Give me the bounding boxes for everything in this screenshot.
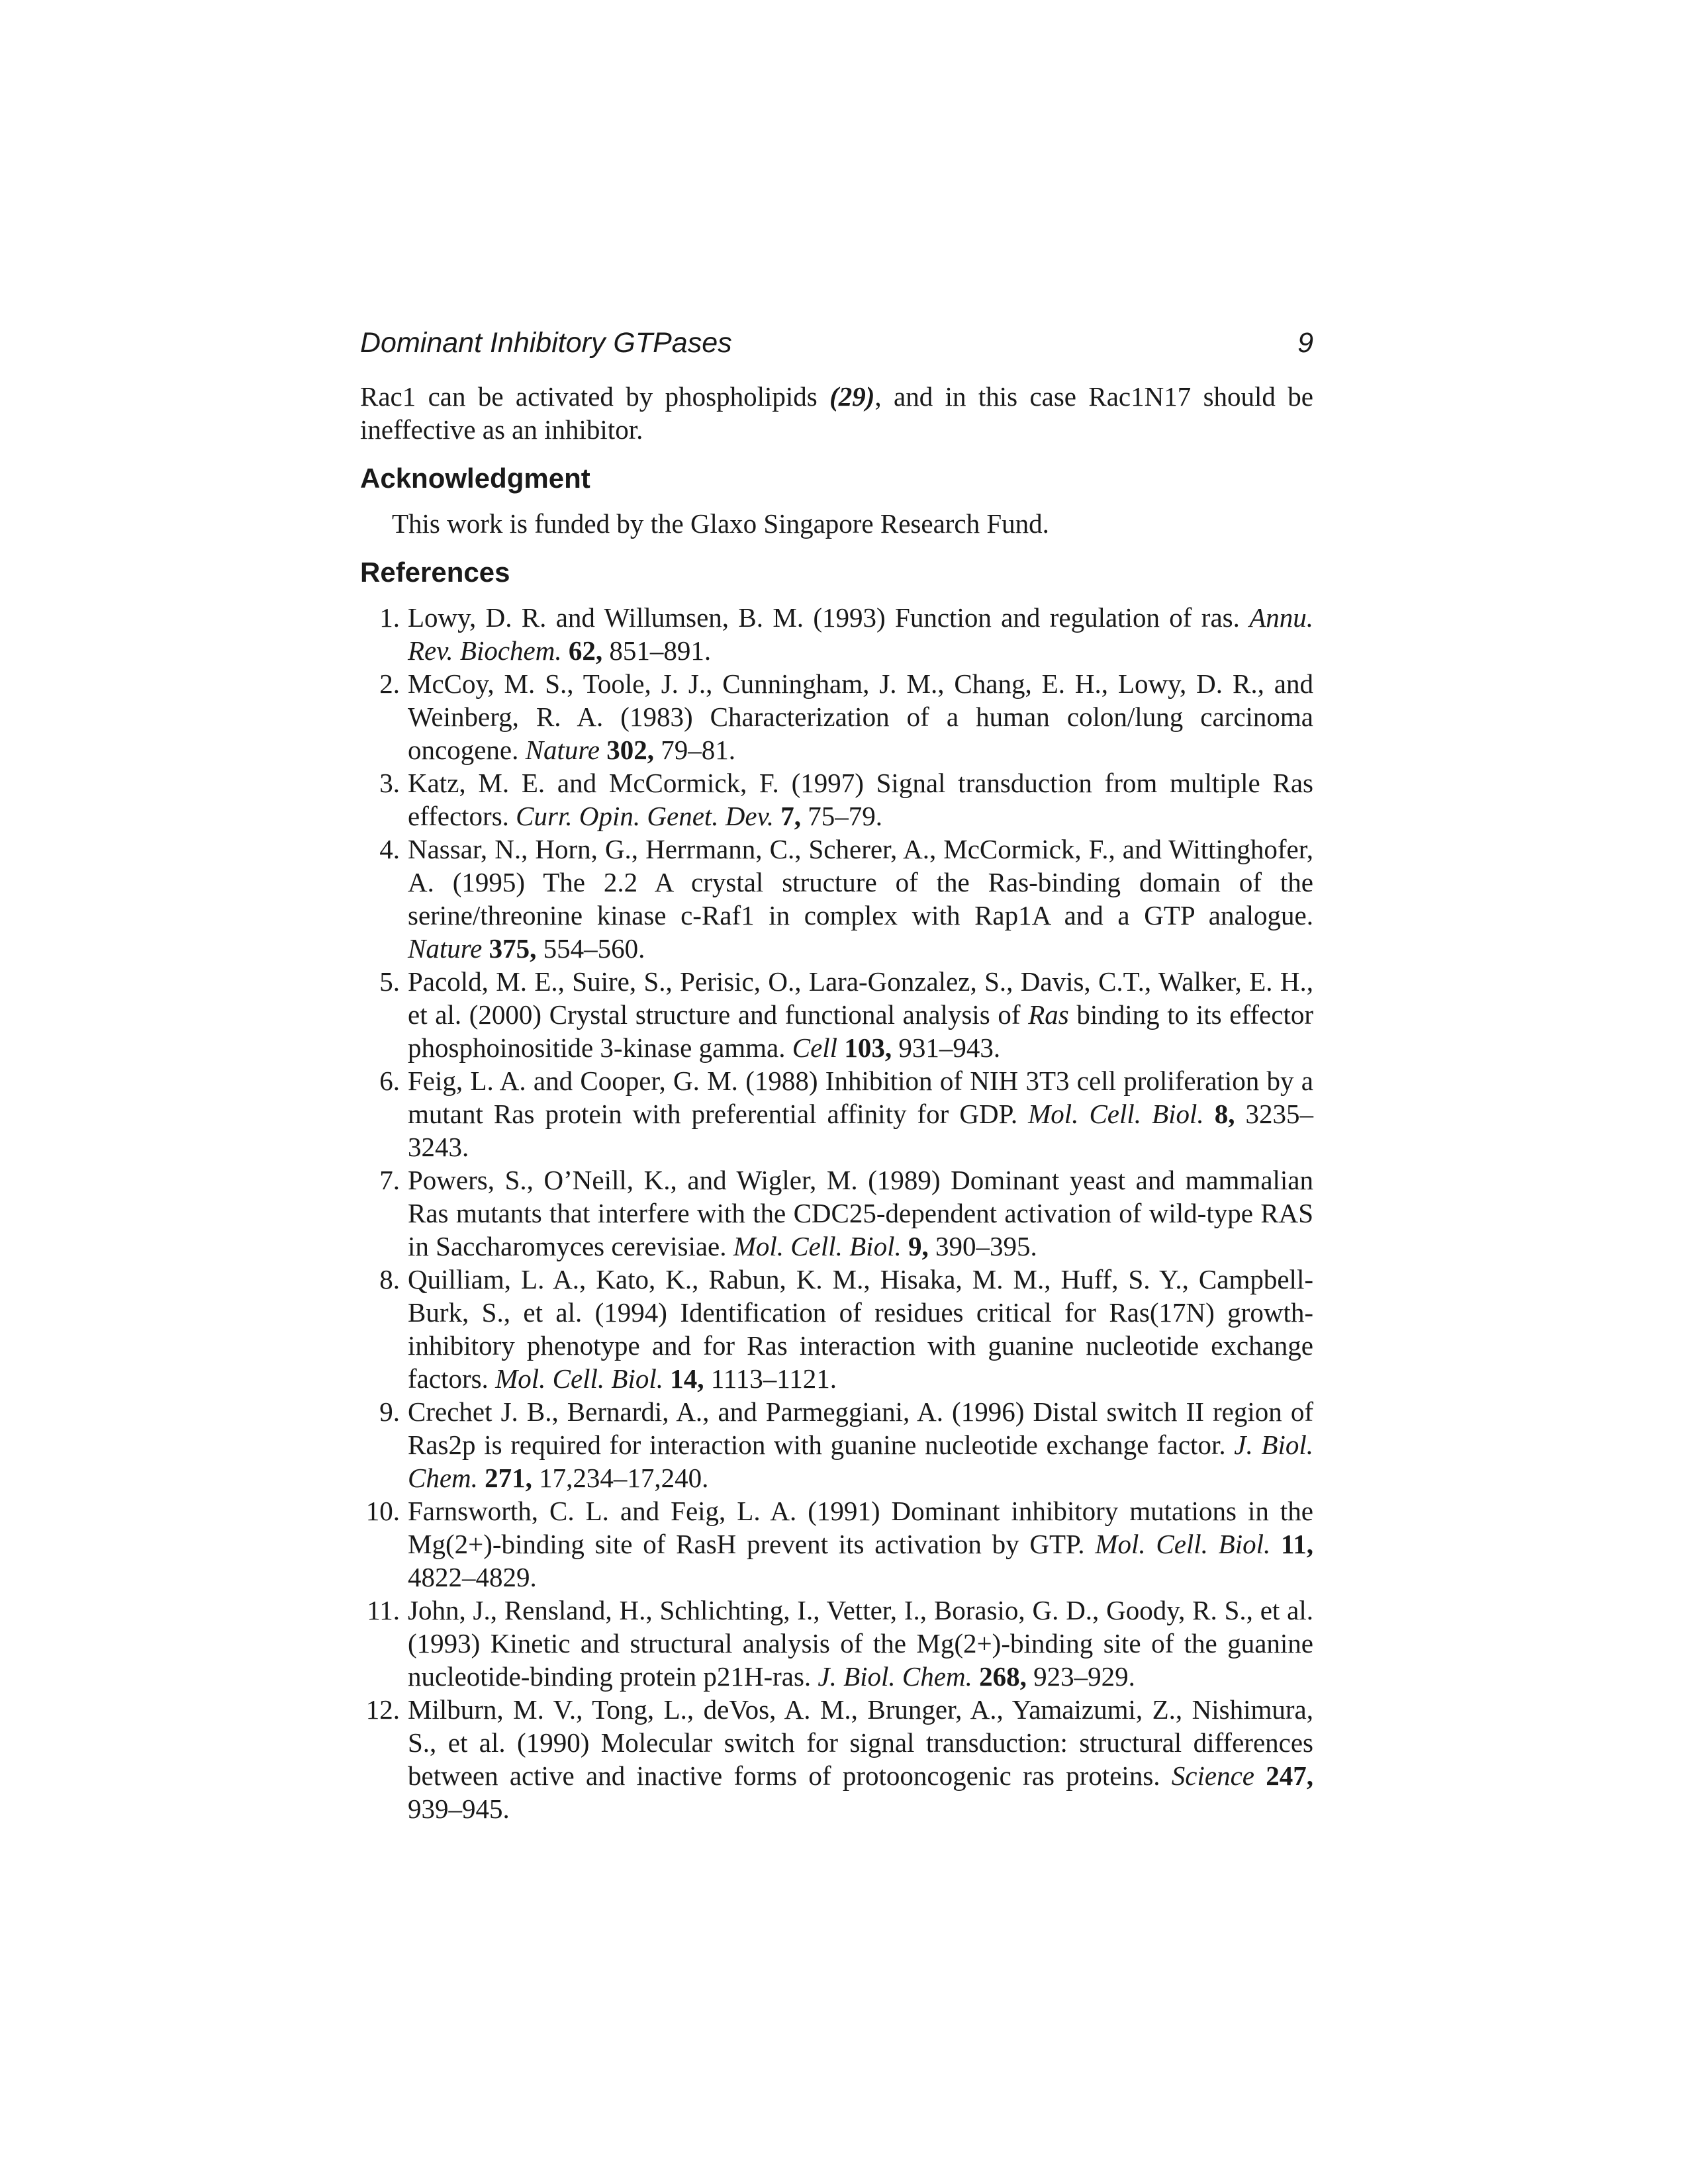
reference-text-run: Quilliam, L. A., Kato, K., Rabun, K. M., Hisaka, M. M., Huff, S. Y., Campbell-Burk, S., et al. (1994) Identification of residues critical for Ras(17N) growth-inhibitory phenotype and for Ras interaction with guanine nucleotide exchange factors. — [408, 1264, 1313, 1394]
reference-item — [360, 1064, 1313, 1163]
volume-number: 103, — [844, 1032, 892, 1063]
reference-item — [360, 601, 1313, 667]
reference-text-run: 851–891. — [602, 635, 712, 666]
journal-name: Mol. Cell. Biol. — [495, 1363, 664, 1394]
reference-text-run: 1113–1121. — [704, 1363, 837, 1394]
reference-text-run: Pacold, M. E., Suire, S., Perisic, O., Lara-Gonzalez, S., Davis, C.T., Walker, E. H., et al. (2000) Crystal structure and functional analysis of — [408, 966, 1313, 1030]
reference-text — [408, 1064, 1313, 1163]
reference-text-run: 4822–4829. — [408, 1562, 537, 1592]
reference-number: 5. — [379, 966, 400, 997]
reference-number: 10. — [365, 1496, 400, 1526]
reference-text-run: 923–929. — [1026, 1661, 1135, 1692]
journal-name: Nature — [408, 933, 483, 964]
reference-number: 1. — [379, 602, 400, 633]
reference-item — [360, 1395, 1313, 1494]
reference-number: 12. — [365, 1694, 400, 1725]
reference-item — [360, 1494, 1313, 1594]
reference-text-run — [837, 1032, 844, 1063]
reference-item — [360, 833, 1313, 965]
acknowledgment-heading: Acknowledgment — [360, 463, 590, 494]
volume-number: 7, — [780, 801, 801, 831]
reference-item — [360, 1594, 1313, 1693]
reference-text — [408, 1494, 1313, 1594]
reference-text-run — [1270, 1529, 1281, 1559]
reference-text-run: Nassar, N., Horn, G., Herrmann, C., Scherer, A., McCormick, F., and Wittinghofer, A. (1995) The 2.2 A crystal structure of the Ras-binding domain of the serine/threonine kinase c-Raf1 in complex with Rap1A and a GTP analogue. — [408, 834, 1313, 931]
reference-text — [408, 1163, 1313, 1263]
reference-text-run — [972, 1661, 979, 1692]
journal-name: J. Biol. Chem. — [408, 1430, 1313, 1493]
references-heading: References — [360, 557, 510, 588]
journal-name: Ras — [1028, 999, 1069, 1030]
intro-paragraph — [360, 380, 1313, 446]
reference-text-run — [1254, 1760, 1266, 1791]
reference-text — [408, 667, 1313, 766]
reference-text — [408, 965, 1313, 1064]
reference-item — [360, 1693, 1313, 1825]
page-number: 9 — [1297, 327, 1313, 359]
running-head-title: Dominant Inhibitory GTPases — [360, 327, 732, 359]
reference-text-run: 939–945. — [408, 1794, 510, 1824]
reference-text-run: Milburn, M. V., Tong, L., deVos, A. M., Brunger, A., Yamaizumi, Z., Nishimura, S., et al. (1990) Molecular switch for signal transduction: structural differences between active and inactive forms of protooncogenic ras proteins. — [408, 1694, 1313, 1791]
reference-text-run: binding to its effector phosphoinositide 3-kinase gamma. — [408, 999, 1313, 1063]
reference-text — [408, 1263, 1313, 1395]
reference-text-run: 17,234–17,240. — [532, 1463, 709, 1493]
reference-text — [408, 601, 1313, 667]
reference-item — [360, 1263, 1313, 1395]
reference-item — [360, 1163, 1313, 1263]
reference-number: 7. — [379, 1165, 400, 1195]
reference-text — [408, 1693, 1313, 1825]
reference-text-run: Powers, S., O’Neill, K., and Wigler, M. (1989) Dominant yeast and mammalian Ras mutants that interfere with the CDC25-dependent activation of wild-type RAS in Saccharomyces cerevisiae. — [408, 1165, 1313, 1261]
reference-text-run: John, J., Rensland, H., Schlichting, I., Vetter, I., Borasio, G. D., Goody, R. S., et al. (1993) Kinetic and structural analysis of the Mg(2+)-binding site of the guanine nucleotide-binding protein p21H-ras. — [408, 1595, 1313, 1692]
journal-name: Annu. Rev. Biochem. — [408, 602, 1313, 666]
reference-text-run — [562, 635, 569, 666]
reference-text-run: 3235–3243. — [408, 1099, 1313, 1162]
reference-text-run — [1204, 1099, 1215, 1129]
reference-text-run — [902, 1231, 908, 1261]
volume-number: 271, — [485, 1463, 532, 1493]
intro-citation: (29) — [829, 381, 875, 412]
volume-number: 62, — [568, 635, 603, 666]
reference-number: 4. — [379, 834, 400, 864]
reference-text — [408, 1395, 1313, 1494]
reference-item — [360, 667, 1313, 766]
volume-number: 11, — [1281, 1529, 1314, 1559]
reference-number: 6. — [379, 1066, 400, 1096]
acknowledgment-text: This work is funded by the Glaxo Singapore Research Fund. — [392, 508, 1049, 539]
reference-number: 11. — [367, 1595, 400, 1625]
reference-text — [408, 1594, 1313, 1693]
reference-text-run: McCoy, M. S., Toole, J. J., Cunningham, J. M., Chang, E. H., Lowy, D. R., and Weinberg, R. A. (1983) Characterization of a human colon/lung carcinoma oncogene. — [408, 668, 1313, 765]
volume-number: 247, — [1266, 1760, 1313, 1791]
reference-text-run — [482, 933, 489, 964]
reference-number: 8. — [379, 1264, 400, 1295]
reference-text-run — [774, 801, 780, 831]
journal-name: Cell — [792, 1032, 838, 1063]
reference-list — [360, 601, 1313, 1825]
reference-text-run: Feig, L. A. and Cooper, G. M. (1988) Inhibition of NIH 3T3 cell proliferation by a mutant Ras protein with preferential affinity for GDP. — [408, 1066, 1313, 1129]
reference-item — [360, 965, 1313, 1064]
journal-name: Mol. Cell. Biol. — [733, 1231, 902, 1261]
reference-text-run: 390–395. — [928, 1231, 1037, 1261]
volume-number: 8, — [1214, 1099, 1235, 1129]
volume-number: 375, — [489, 933, 537, 964]
volume-number: 14, — [670, 1363, 704, 1394]
journal-name: Nature — [525, 735, 600, 765]
reference-text-run: Lowy, D. R. and Willumsen, B. M. (1993) Function and regulation of ras. — [408, 602, 1250, 633]
intro-text-end: , and in this case Rac1N17 should be ineffective as an inhibitor. — [360, 381, 1313, 445]
journal-name: Mol. Cell. Biol. — [1028, 1099, 1204, 1129]
reference-text-run: 75–79. — [801, 801, 882, 831]
reference-text-run — [600, 735, 606, 765]
reference-number: 9. — [379, 1396, 400, 1427]
reference-text-run: Crechet J. B., Bernardi, A., and Parmeggiani, A. (1996) Distal switch II region of Ras2p is required for interaction with guanine nucleotide exchange factor. — [408, 1396, 1313, 1460]
reference-number: 2. — [379, 668, 400, 699]
reference-text — [408, 833, 1313, 965]
reference-text-run: 931–943. — [892, 1032, 1001, 1063]
reference-text-run — [478, 1463, 485, 1493]
intro-text-start: Rac1 can be activated by phospholipids — [360, 381, 830, 412]
volume-number: 9, — [908, 1231, 929, 1261]
volume-number: 268, — [979, 1661, 1027, 1692]
reference-text-run: Farnsworth, C. L. and Feig, L. A. (1991) Dominant inhibitory mutations in the Mg(2+)-binding site of RasH prevent its activation by GTP. — [408, 1496, 1313, 1559]
reference-item — [360, 766, 1313, 833]
reference-text-run — [663, 1363, 670, 1394]
reference-text-run: Katz, M. E. and McCormick, F. (1997) Signal transduction from multiple Ras effectors. — [408, 768, 1313, 831]
reference-text — [408, 766, 1313, 833]
volume-number: 302, — [606, 735, 654, 765]
reference-text-run: 554–560. — [536, 933, 645, 964]
page — [360, 323, 1313, 1825]
journal-name: Mol. Cell. Biol. — [1095, 1529, 1271, 1559]
running-head — [360, 323, 1313, 363]
journal-name: Science — [1171, 1760, 1254, 1791]
reference-text-run: 79–81. — [653, 735, 735, 765]
reference-number: 3. — [379, 768, 400, 798]
journal-name: J. Biol. Chem. — [818, 1661, 972, 1692]
journal-name: Curr. Opin. Genet. Dev. — [516, 801, 774, 831]
